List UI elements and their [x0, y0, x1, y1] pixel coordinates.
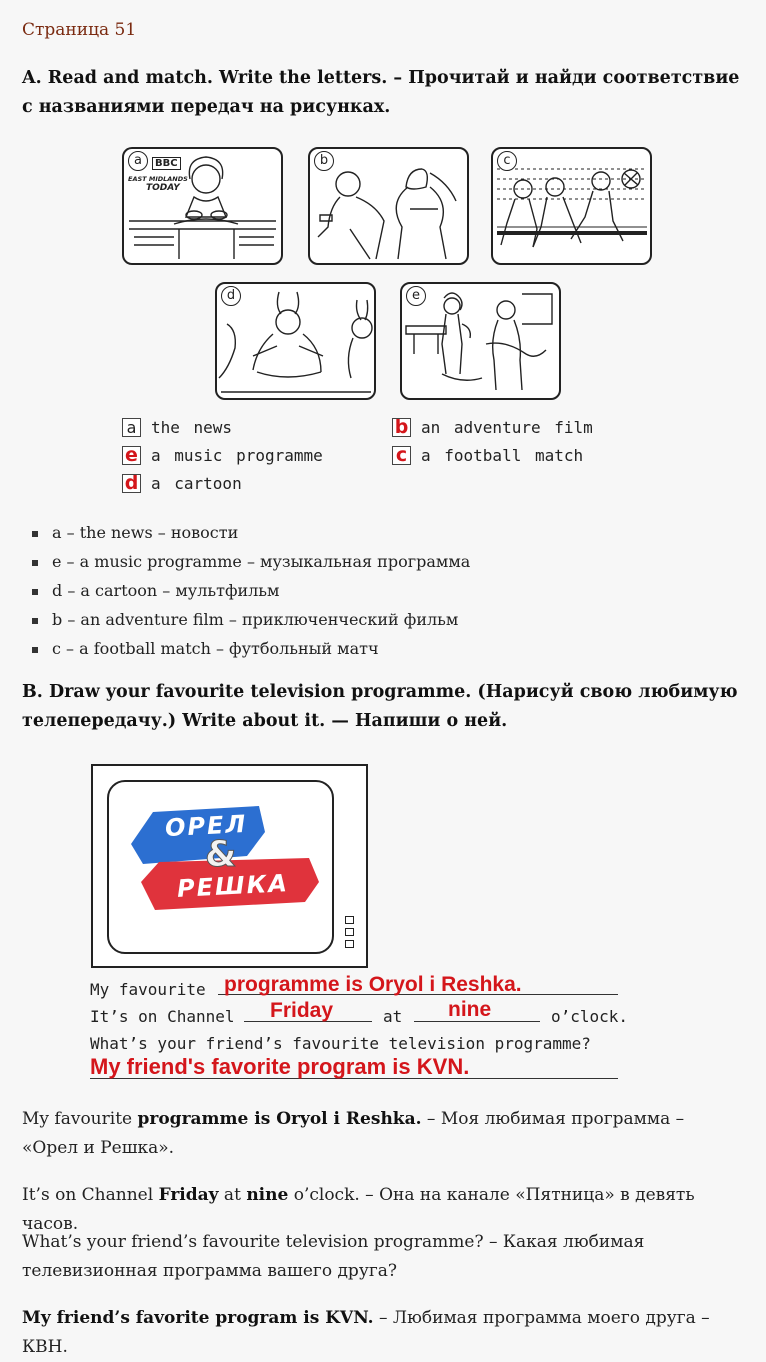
logo-text-reshka: РЕШКА	[176, 869, 290, 903]
match-item-adventure	[392, 417, 593, 437]
picture-letter-d: d	[221, 286, 241, 306]
picture-news	[122, 147, 283, 265]
match-item-football	[392, 445, 583, 465]
handwritten-answer-friend: My friend's favorite program is KVN.	[90, 1054, 470, 1079]
text-span: at	[218, 1185, 247, 1205]
page-number-label: Страница 51	[22, 20, 137, 40]
cartoon-rabbits-drawing	[217, 284, 374, 398]
news-reader-drawing	[124, 149, 281, 263]
picture-football	[491, 147, 652, 265]
form-question: What’s your friend’s favourite television programme?	[90, 1034, 591, 1053]
logo-ampersand: &	[205, 834, 237, 875]
list-item: e – a music programme – музыкальная программа	[22, 547, 470, 576]
match-item-label: a cartoon	[151, 474, 242, 493]
match-letter-box: d	[122, 474, 141, 493]
bbc-logo: BBC	[152, 157, 181, 170]
match-letter-box: a	[122, 418, 141, 437]
picture-adventure	[308, 147, 469, 265]
text-span: o’clock. – Она на канале «Пятница» в девять часов.	[22, 1185, 695, 1234]
match-item-music	[122, 445, 323, 465]
bold-answer: nine	[246, 1185, 289, 1205]
tv-button	[345, 940, 354, 948]
task-a-title: A. Read and match. Write the letters. – Прочитай и найди соответствие с названиями передач на рисунках.	[22, 68, 740, 117]
bold-answer: Friday	[158, 1185, 219, 1205]
list-item: b – an adventure film – приключенческий фильм	[22, 605, 470, 634]
handwritten-answer-programme: programme is Oryol i Reshka.	[224, 973, 522, 996]
handwritten-answer-channel: Friday	[270, 999, 334, 1022]
music-band-drawing	[402, 284, 559, 398]
football-drawing	[493, 149, 650, 263]
text-span: My favourite	[22, 1109, 138, 1129]
form-line-1-prefix: My favourite	[90, 980, 206, 999]
program-subtitle: EAST MIDLANDS	[128, 175, 188, 183]
match-letter-box: b	[392, 418, 411, 437]
match-letter-box: e	[122, 446, 141, 465]
match-item-label: an adventure film	[421, 418, 593, 437]
tv-drawing	[91, 764, 368, 968]
match-item-news	[122, 417, 232, 437]
form-line-2-suffix: o’clock.	[551, 1007, 629, 1026]
text-span: – Любимая программа моего друга – КВН.	[22, 1308, 710, 1357]
bold-answer: programme is Oryol i Reshka.	[137, 1109, 422, 1129]
list-item: d – a cartoon – мультфильм	[22, 576, 470, 605]
match-item-label: a music programme	[151, 446, 323, 465]
picture-music	[400, 282, 561, 400]
text-span: It’s on Channel	[22, 1185, 159, 1205]
text-span: What’s your friend’s favourite television programme? – Какая любимая телевизионная программа вашего друга?	[22, 1232, 645, 1281]
match-letter-box: c	[392, 446, 411, 465]
picture-letter-e: e	[406, 286, 426, 306]
adventure-drawing	[310, 149, 467, 263]
task-b-title: B. Draw your favourite television programme. (Нарисуй свою любимую телепередачу.) Write about it. — Напиши о ней.	[22, 682, 738, 731]
picture-letter-c: c	[497, 151, 517, 171]
picture-cartoon	[215, 282, 376, 400]
logo-text-oryol: ОРЕЛ	[164, 809, 249, 843]
form-line-2-at: at	[383, 1007, 403, 1026]
bold-answer: My friend’s favorite program is KVN.	[22, 1308, 374, 1328]
translation-paragraph-3	[22, 1228, 744, 1286]
picture-letter-a: a	[128, 151, 148, 171]
match-item-label: a football match	[421, 446, 584, 465]
match-item-label: the news	[151, 418, 233, 437]
handwritten-answer-time: nine	[448, 998, 492, 1021]
answers-list	[22, 518, 470, 663]
program-name: TODAY	[146, 183, 180, 193]
text-span: – Моя любимая программа – «Орел и Решка».	[22, 1109, 685, 1158]
translation-paragraph-1	[22, 1105, 744, 1163]
match-item-cartoon	[122, 473, 242, 493]
tv-button	[345, 916, 354, 924]
list-item: a – the news – новости	[22, 518, 470, 547]
tv-button	[345, 928, 354, 936]
picture-letter-b: b	[314, 151, 334, 171]
translation-paragraph-4	[22, 1304, 744, 1362]
tv-screen	[107, 780, 334, 954]
form-line-2-prefix: It’s on Channel	[90, 1007, 235, 1026]
list-item: c – a football match – футбольный матч	[22, 634, 470, 663]
